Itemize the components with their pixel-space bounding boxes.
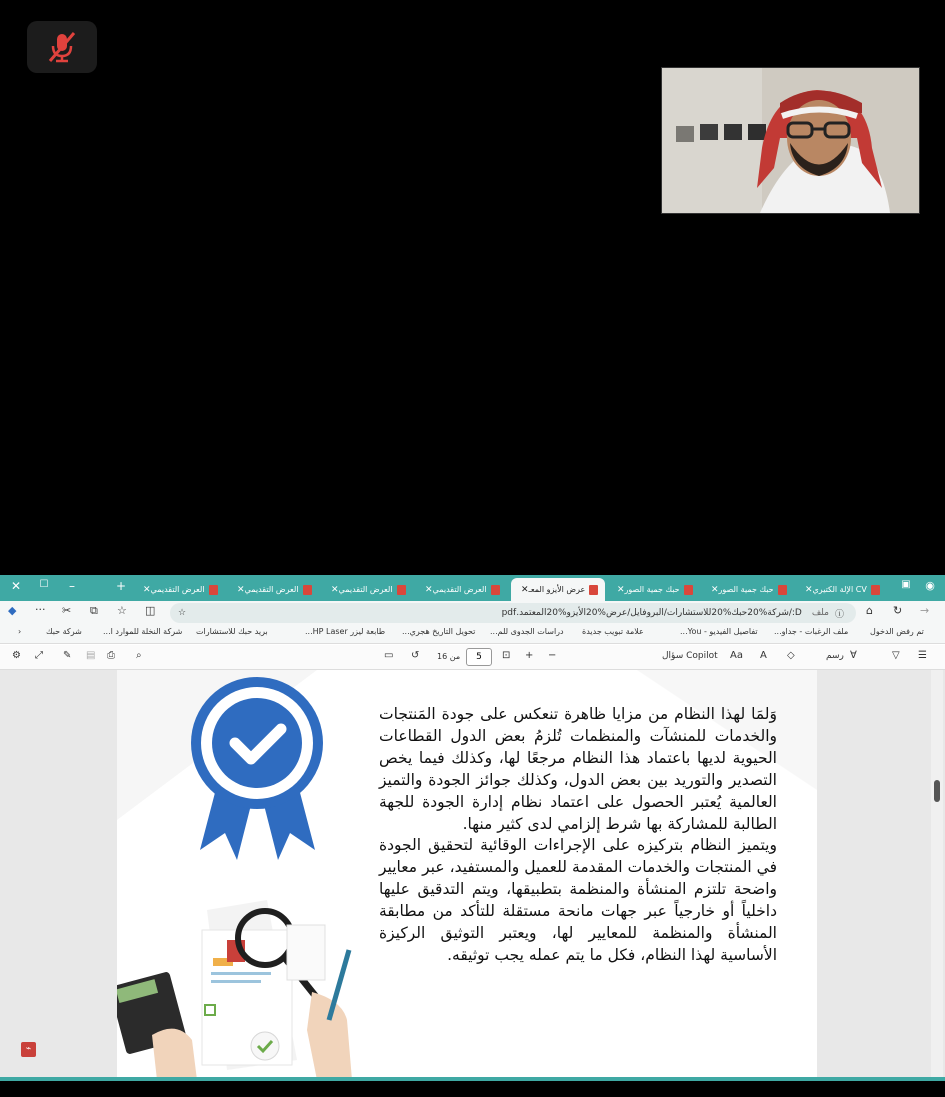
close-tab-icon[interactable]: ✕ [237,584,245,595]
home-icon[interactable]: ⌂ [866,604,873,617]
bookmark-item[interactable]: بريد حبك للاستشارات [196,627,268,636]
bookmarks-bar [0,625,945,644]
tab-label: حبك جمية الصور [718,585,774,594]
print-icon[interactable]: ⎙ [107,650,115,661]
extensions-icon[interactable]: ✂ [62,604,72,617]
rotate-icon[interactable]: ↺ [411,650,420,661]
paragraph-preventive-procedures: ويتميز النظام بتركيزه على الإجراءات الوقائية لتحقيق الجودة في المنتجات والخدمات المقدمة للعميل والمستفيد، عبر معايير واضحة تلتزم المنشأة والمنظمة بتطبيقها، ويتم التدقيق عليها داخلياً أو خارجياً عبر جهات مانحة مستقلة للتأكد من مطابقة المنشأة والمنظمة للمعايير لها، ويعتبر التوثيق الركيزة الأساسية لهذا النظام، فكل ما يتم عمله يجب توثيقه. [379,836,777,964]
zoom-out-button[interactable]: − [548,650,557,661]
tab-label: العرض التقديمي [338,585,393,594]
url-field[interactable] [170,603,856,623]
pdf-icon [303,585,312,595]
read-aloud-icon[interactable]: Aa [730,650,743,661]
highlight-icon[interactable]: ▽ [892,650,900,661]
tab-label: العرض التقديمي [432,585,487,594]
certified-badge-icon [185,675,330,865]
bookmark-item[interactable]: شركة النخلة للموارد ا... [103,627,183,636]
bookmark-item[interactable]: تحويل التاريخ هجري... [402,627,476,636]
maximize-window-icon[interactable]: ☐ [39,579,49,590]
document-text [379,704,777,967]
tab-presentation-2[interactable] [227,578,319,601]
page-total: من 16 [437,652,461,661]
tab-label: عرض الأيزو المعـ [528,585,586,594]
draw-pen-icon[interactable]: ∀ [850,650,857,661]
bookmark-item[interactable]: ملف الرغبات - جداو... [774,627,849,636]
bookmark-item[interactable]: شركة حبك [46,627,82,636]
fit-page-icon[interactable]: ⊡ [502,650,511,661]
close-tab-icon[interactable]: ✕ [143,584,151,595]
bookmark-item[interactable]: دراسات الجدوى للم... [490,627,564,636]
refresh-icon[interactable]: ↻ [893,604,903,617]
acrobat-icon[interactable]: ⌁ [21,1042,36,1057]
tab-label: حبك جمية الصور [624,585,680,594]
pdf-icon [871,585,880,595]
tab-iso-presentation[interactable] [511,578,605,601]
bookmark-item[interactable]: علامة تبويب جديدة [582,627,644,636]
tab-cv[interactable] [795,578,887,601]
page-view-icon[interactable]: ▭ [384,650,394,661]
bookmark-item[interactable]: طابعة ليزر HP Laser... [305,627,386,636]
profile-avatar[interactable]: ◉ [925,579,935,592]
pdf-page [117,670,817,1077]
info-icon: ⓘ [834,609,844,620]
tab-photos-2[interactable] [701,578,793,601]
pdf-icon [209,585,218,595]
split-screen-icon[interactable]: ◫ [145,604,156,617]
contents-icon[interactable]: ☰ [918,650,927,661]
copilot-icon[interactable]: ◆ [8,604,17,617]
microphone-muted-icon [47,31,77,63]
close-tab-icon[interactable]: ✕ [617,584,625,595]
draw-button[interactable]: رسم [826,651,844,661]
page-number-input[interactable]: 5 [466,648,492,666]
pdf-icon [589,585,598,595]
tab-label: CV الإلة الكتيري [812,585,867,594]
address-bar [0,601,945,625]
paragraph-quality-benefits: وَلمَا لهذا النظام من مزايا ظاهرة تنعكس على جودة المَنتجات والخدمات للمنشآت والمنظمات تُلزمُ بعض الدول القطاعات الحيوية لديها باعتماد هذا النظام مرجعًا لها، وكذلك فيما يخص التصدير والتوريد بين بعض الدول، وكذلك جوائز الجودة والتميز العالمية يُعتبر الحصول على اعتماد نظام إدارة الجودة للجهة الطالبة للمشاركة بها شرط إلزامي لدى كثير منها. [379,705,777,833]
participant-video [661,67,920,214]
vertical-scrollbar[interactable] [931,670,943,1077]
save-icon[interactable]: ▤ [86,650,96,661]
tab-label: العرض التقديمي [150,585,205,594]
fullscreen-icon[interactable]: ⤢ [35,650,43,661]
text-size-icon[interactable]: A [760,650,767,661]
close-tab-icon[interactable]: ✕ [805,584,813,595]
tab-bar [0,575,945,601]
pdf-icon [684,585,693,595]
pdf-icon [491,585,500,595]
settings-icon[interactable]: ⚙ [12,650,21,661]
scrollbar-thumb[interactable] [934,780,940,802]
edit-icon[interactable]: ✎ [63,650,72,661]
collections-icon[interactable]: ⧉ [90,604,98,617]
eraser-icon[interactable]: ◇ [787,650,795,661]
favorites-icon[interactable]: ☆ [117,604,127,617]
pdf-toolbar [0,645,945,670]
tab-presentation-3[interactable] [321,578,413,601]
browser-window [0,575,945,1081]
tab-actions-icon[interactable]: ▣ [901,579,911,590]
window-bottom-border [0,1077,945,1081]
pdf-icon [778,585,787,595]
url-prefix: ملف [811,608,829,618]
mute-microphone-button[interactable] [27,21,97,73]
bookmarks-scroll-icon[interactable]: ‹ [18,627,22,636]
bookmark-item[interactable]: تفاصيل الفيديو - You... [680,627,758,636]
pdf-viewer[interactable] [0,670,945,1077]
more-menu-icon[interactable]: ··· [35,603,46,616]
add-favorite-icon[interactable]: ☆ [178,608,187,618]
forward-icon[interactable]: → [920,604,930,617]
close-tab-icon[interactable]: ✕ [331,584,339,595]
url-text: D:/شركة%20حبك%20للاستشارات/البروفايل/عرض%20الأيزو%20المعتمد.pdf [501,608,802,618]
new-tab-button[interactable]: + [115,579,127,593]
audit-illustration [117,900,382,1077]
tab-presentation-4[interactable] [415,578,507,601]
close-tab-icon[interactable]: ✕ [711,584,719,595]
close-tab-icon[interactable]: ✕ [425,584,433,595]
tab-label: العرض التقديمي [244,585,299,594]
close-tab-icon[interactable]: ✕ [521,584,529,595]
tab-photos-1[interactable] [607,578,699,601]
zoom-in-button[interactable]: + [525,650,534,661]
minimize-window-icon[interactable]: – [69,579,75,593]
tab-presentation-1[interactable] [133,578,225,601]
close-window-icon[interactable]: ✕ [10,579,22,593]
search-icon[interactable]: ⌕ [136,650,142,661]
pdf-icon [397,585,406,595]
copilot-ask-button[interactable]: سؤال Copilot [662,651,718,661]
bookmark-item[interactable]: تم رفض الدخول [870,627,924,636]
